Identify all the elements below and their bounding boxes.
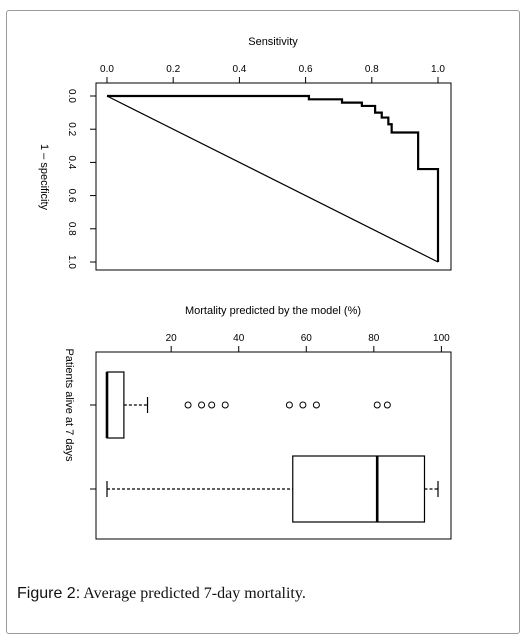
- roc-x-tick-label: 0.4: [232, 64, 247, 75]
- figure-caption: [17, 585, 306, 603]
- box-panel: [63, 305, 451, 539]
- box-x-tick-label: 100: [433, 333, 450, 344]
- box-outlier-point: [209, 402, 215, 408]
- box-y-ticks: [90, 405, 96, 489]
- roc-x-tick-label: 1.0: [431, 64, 445, 75]
- box-outlier-point: [222, 402, 228, 408]
- roc-x-label: Sensitivity: [248, 36, 298, 48]
- box-x-ticks: [166, 333, 451, 352]
- roc-y-tick-label: 0.0: [66, 89, 77, 103]
- roc-x-tick-label: 0.8: [364, 64, 379, 75]
- roc-y-tick-label: 0.8: [66, 221, 77, 236]
- box-iqr-rect: [293, 456, 425, 522]
- box-outlier-point: [185, 402, 191, 408]
- roc-y-tick-label: 0.4: [66, 155, 77, 170]
- box-marks: [107, 372, 438, 522]
- roc-y-tick-label: 1.0: [66, 255, 77, 269]
- box-y-label: Patients alive at 7 days: [63, 348, 75, 462]
- roc-y-tick-label: 0.6: [66, 188, 77, 203]
- box-outlier-point: [300, 402, 306, 408]
- roc-x-tick-label: 0.6: [298, 64, 313, 75]
- box-outlier-point: [286, 402, 292, 408]
- box-outlier-point: [384, 402, 390, 408]
- box-x-tick-label: 60: [300, 333, 312, 344]
- roc-lines: [107, 96, 438, 262]
- roc-panel: [38, 36, 451, 270]
- roc-x-ticks: [100, 64, 445, 83]
- box-x-tick-label: 80: [368, 333, 380, 344]
- caption-label: Figure 2:: [17, 585, 81, 602]
- box-outlier-point: [313, 402, 319, 408]
- roc-y-ticks: [66, 89, 96, 269]
- box-x-tick-label: 40: [233, 333, 245, 344]
- roc-y-label: 1 – specificity: [38, 143, 50, 211]
- roc-y-tick-label: 0.2: [66, 122, 77, 137]
- roc-x-tick-label: 0.0: [100, 64, 114, 75]
- box-iqr-rect: [107, 372, 124, 438]
- box-x-tick-label: 20: [165, 333, 177, 344]
- box-outlier-point: [374, 402, 380, 408]
- box-outlier-point: [199, 402, 205, 408]
- box-x-label: Mortality predicted by the model (%): [184, 305, 362, 317]
- caption-text: Average predicted 7-day mortality.: [83, 585, 306, 602]
- roc-x-tick-label: 0.2: [166, 64, 181, 75]
